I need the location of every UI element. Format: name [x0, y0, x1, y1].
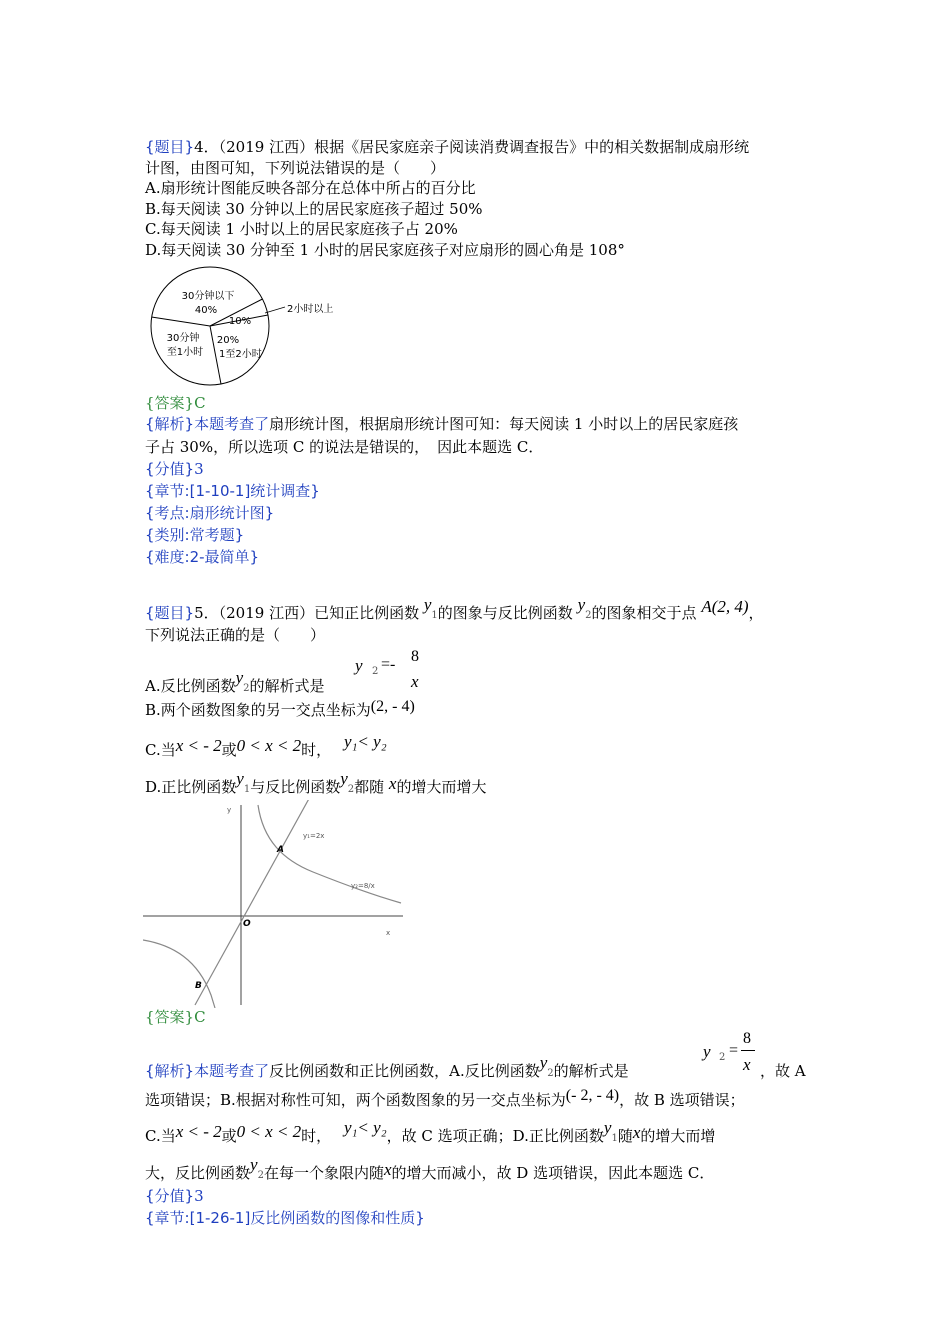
q5-analysis-equation: y 2 = 8 x: [703, 1030, 763, 1078]
q5-chapter: {章节:[1-26-1]反比例函数的图像和性质}: [145, 1209, 425, 1227]
q4-analysis-line2: 子占 30%，所以选项 C 的说法是错误的， 因此本题选 C．: [145, 438, 544, 456]
pie-seg3-pct: 20%: [216, 335, 240, 346]
pie-divider-4: [152, 317, 211, 326]
point-a-label: A: [277, 845, 284, 855]
curve-equation-label: y₂=8/x: [351, 882, 375, 890]
x-axis-label: x: [386, 929, 391, 937]
curve-y2-branch2: [143, 940, 215, 1008]
q4-chapter: {章节:[1-10-1]统计调查}: [145, 482, 320, 500]
pie-chart: [145, 265, 365, 390]
q5-option-a: A.反比例函数y2的解析式是: [145, 668, 325, 695]
pie-seg2-pct: 10%: [228, 316, 252, 327]
q4-option-a: A.扇形统计图能反映各部分在总体中所占的百分比: [145, 179, 476, 197]
q5-analysis-line1: {解析}本题考查了反比例函数和正比例函数，A.反比例函数y2的解析式是: [145, 1053, 629, 1080]
q4-stem-line1: {题目}4．（2019 江西）根据《居民家庭亲子阅读消费调查报告》中的相关数据制成扇形统: [145, 138, 750, 156]
pie-seg4-label-a: 30分钟: [166, 333, 200, 344]
q4-analysis-line1: {解析}本题考查了扇形统计图，根据扇形统计图可知：每天阅读 1 小时以上的居民家庭孩: [145, 415, 739, 433]
q5-analysis-line3: C.当x < - 2或0 < x < 2时， y₁< y₂，故 C 选项正确；D.正比例函数y1随x的增大而增: [145, 1118, 716, 1145]
q5-stem-line1: {题目}5．（2019 江西）已知正比例函数 y1的图象与反比例函数 y2的图象相交于点 A(2, 4)，: [145, 595, 764, 622]
q5-analysis-line4: 大，反比例函数y2在每一个象限内随x的增大而减小，故 D 选项错误，因此本题选 C．: [145, 1155, 715, 1182]
q4-option-c: C.每天阅读 1 小时以上的居民家庭孩子占 20%: [145, 220, 458, 238]
line-equation-label: y₁=2x: [303, 832, 325, 840]
q5-analysis-line2: 选项错误；B.根据对称性可知，两个函数图象的另一交点坐标为(- 2, - 4)，故 B 选项错误；: [145, 1087, 745, 1109]
q4-score: {分值}3: [145, 460, 204, 478]
pie-seg3-label: 1至2小时: [219, 349, 262, 360]
origin-label: O: [243, 919, 251, 929]
pie-seg2-label: 2小时以上: [287, 304, 334, 315]
q5-option-b: B.两个函数图象的另一交点坐标为(2, - 4): [145, 698, 415, 719]
q5-option-a-equation: y 2 =- 8 x: [355, 648, 419, 691]
q4-knowledge-point: {考点:扇形统计图}: [145, 504, 275, 522]
q5-stem-line2: 下列说法正确的是（ ）: [145, 626, 326, 644]
fraction-bar: [741, 1050, 755, 1051]
pie-leader-line: [265, 307, 285, 313]
point-a-coord: A(2, 4): [701, 597, 749, 616]
q4-tag: {题目}: [145, 138, 195, 156]
function-graph: [143, 800, 408, 1008]
line-y1: [195, 800, 311, 1005]
q4-answer: {答案}C: [145, 394, 206, 412]
q4-stem-line2: 计图，由图可知，下列说法错误的是（ ）: [145, 159, 446, 177]
q5-score: {分值}3: [145, 1187, 204, 1205]
q4-category: {类别:常考题}: [145, 526, 245, 544]
q5-answer: {答案}C: [145, 1008, 206, 1026]
q5-option-c: C.当x < - 2或0 < x < 2时， y₁< y₂: [145, 732, 387, 759]
point-b-label: B: [195, 981, 202, 991]
q4-difficulty: {难度:2-最简单}: [145, 548, 260, 566]
pie-seg1-label: 30分钟以下: [181, 291, 235, 302]
q4-option-b: B.每天阅读 30 分钟以上的居民家庭孩子超过 50%: [145, 200, 483, 218]
pie-seg1-pct: 40%: [194, 305, 218, 316]
pie-seg4-label-b: 至1小时: [166, 347, 204, 358]
q5-analysis-line1-end: ，故 A: [760, 1062, 806, 1080]
y-axis-label: y: [227, 806, 232, 814]
q5-option-d: D.正比例函数y1与反比例函数y2都随 x的增大而增大: [145, 769, 487, 796]
q4-option-d: D.每天阅读 30 分钟至 1 小时的居民家庭孩子对应扇形的圆心角是 108°: [145, 241, 625, 259]
